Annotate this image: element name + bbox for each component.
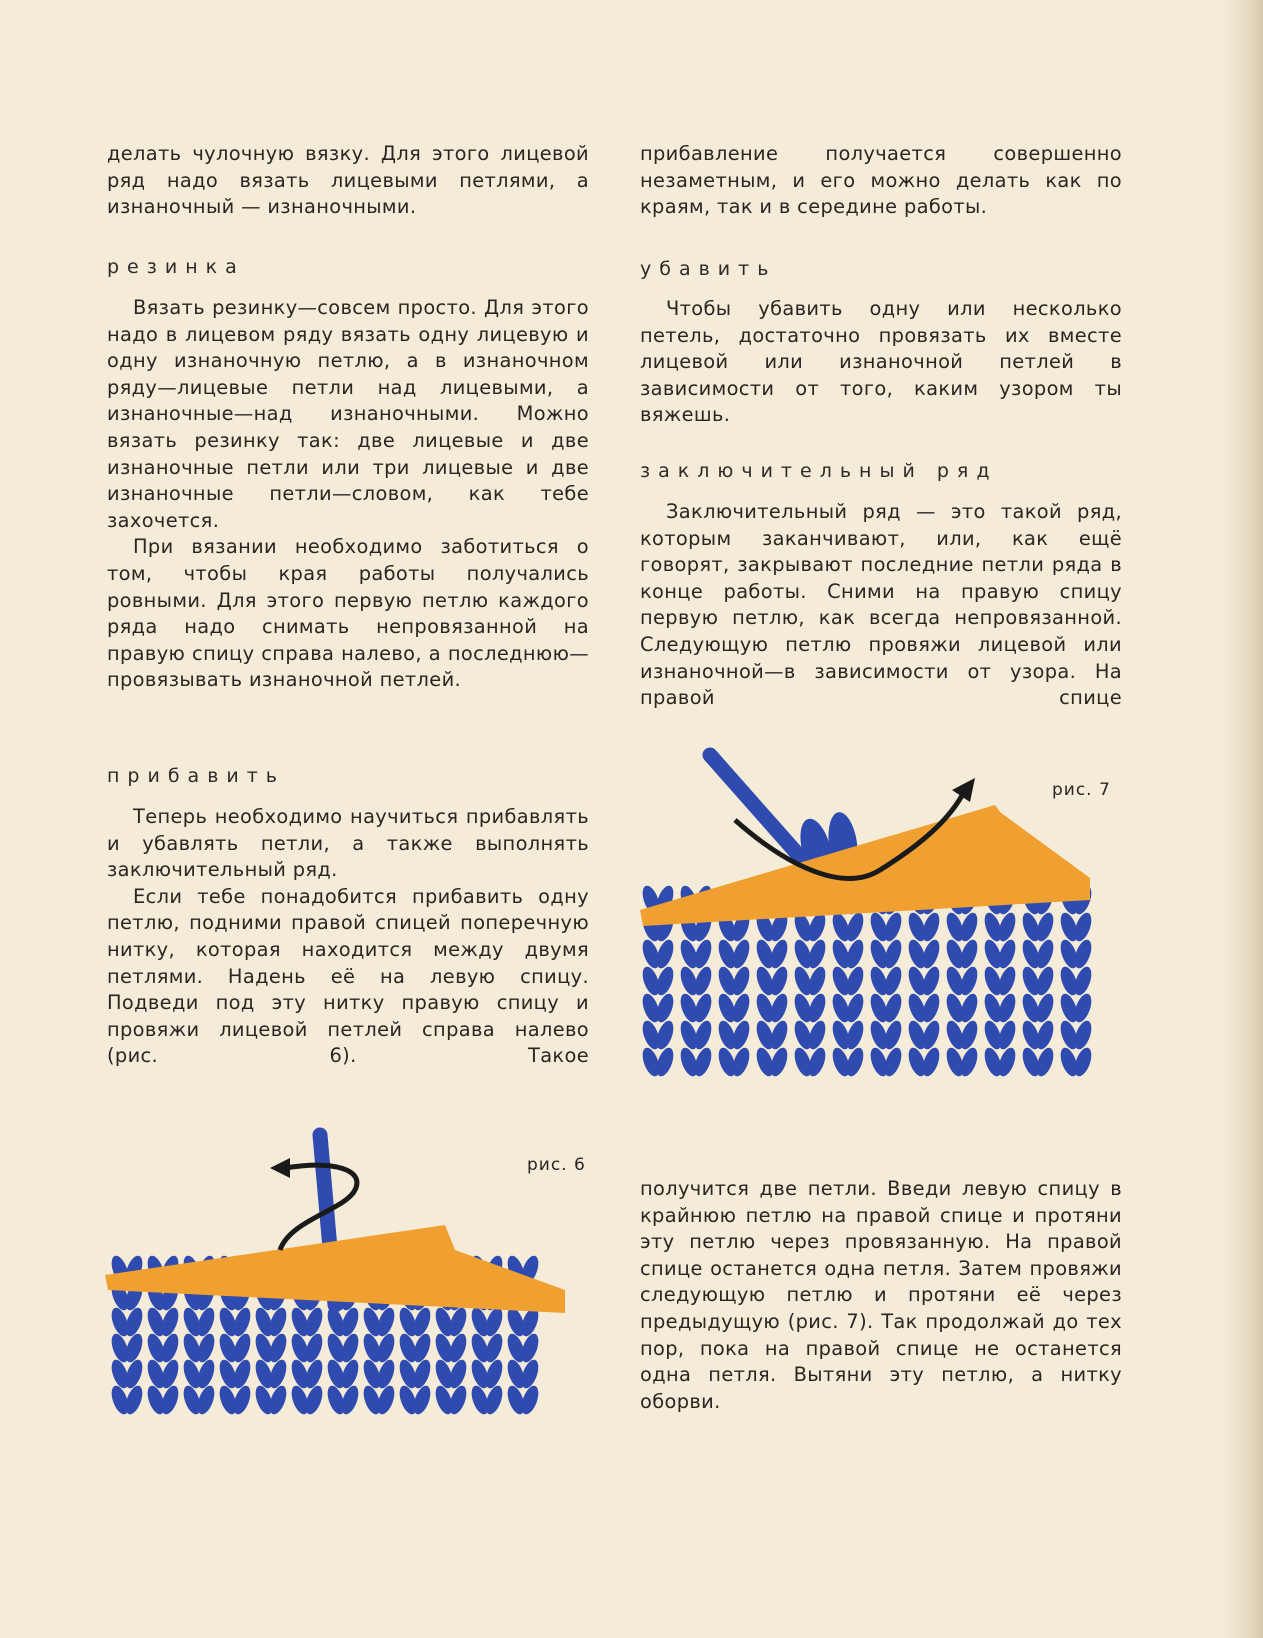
rib-paragraph-1: Вязать резинку—совсем просто. Для этого надо в лицевом ряду вязать одну лицевую и одну изнаночную петлю, а в изнаночном ряду—лицевые петли над лицевыми, а изнаночные—над изнаночными. Можно вязать резинку так: две лицевые и две изнаночные петли или три лицевые и две изнаночные петли—словом, как тебе захочется. (107, 296, 589, 532)
heading-rib: резинка (107, 256, 245, 278)
increase-section (107, 804, 589, 1070)
right-intro-paragraph: прибавление получается совершенно незаметным, и его можно делать как по краям, так и в середине работы. (640, 142, 1122, 219)
right-intro-block (640, 141, 1122, 221)
left-intro-paragraph: делать чулочную вязку. Для этого лицевой ряд надо вязать лицевыми петлями, а изнаночный — изнаночными. (107, 142, 589, 219)
left-intro-block (107, 141, 589, 221)
page-edge-shadow (1223, 0, 1263, 1638)
heading-decrease: убавить (640, 258, 777, 280)
figure-6-label: рис. 6 (527, 1155, 586, 1175)
fig7-right-needle (640, 805, 1090, 926)
increase-paragraph-2: Если тебе понадобится прибавить одну петлю, подними правой спицей поперечную нитку, которая находится между двумя петлями. Надень её на левую спицу. Подведи под эту нитку правую спицу и провяжи лицевой петлей справа налево (рис. 6). Такое (107, 884, 589, 1068)
increase-paragraph-1: Теперь необходимо научиться прибавлять и убавлять петли, а также выполнять заключительный ряд. (107, 805, 589, 882)
rib-section (107, 295, 589, 694)
heading-final-row: заключительный ряд (640, 460, 998, 482)
final-row-continued (640, 1176, 1122, 1415)
fig7-arrowhead (952, 778, 975, 802)
final-row-paragraph-1: Заключительный ряд — это такой ряд, которым заканчивают, или, как ещё говорят, закрывают последние петли ряда в конце работы. Сними на правую спицу первую петлю, как всегда непровязанной. Следующую петлю провяжи лицевой или изнаночной—в зависимости от узора. На правой спице (640, 500, 1122, 710)
figure-7-label: рис. 7 (1052, 780, 1111, 800)
final-row-section (640, 499, 1122, 712)
decrease-section (640, 296, 1122, 429)
figure-7-knitting-illustration (640, 750, 1120, 1100)
figure-6-knitting-illustration (105, 1130, 585, 1430)
heading-increase: прибавить (107, 765, 286, 787)
decrease-paragraph: Чтобы убавить одну или несколько петель, достаточно провязать их вместе лицевой или изнаночной петлей в зависимости от того, каким узором ты вяжешь. (640, 297, 1122, 427)
final-row-paragraph-2: получится две петли. Введи левую спицу в крайнюю петлю на правой спице и протяни эту петлю через провязанную. На правой спице останется одна петля. Затем провяжи следующую петлю и протяни её через предыдущую (рис. 7). Так продолжай до тех пор, пока на правой спице не останется одна петля. Вытяни эту петлю, а нитку оборви. (640, 1177, 1122, 1413)
rib-paragraph-2: При вязании необходимо заботиться о том, чтобы края работы получались ровными. Для этого первую петлю каждого ряда надо снимать непровязанной на правую спицу справа налево, а последнюю—провязывать изнаночной петлей. (107, 535, 589, 692)
fig6-arrowhead (270, 1158, 290, 1178)
